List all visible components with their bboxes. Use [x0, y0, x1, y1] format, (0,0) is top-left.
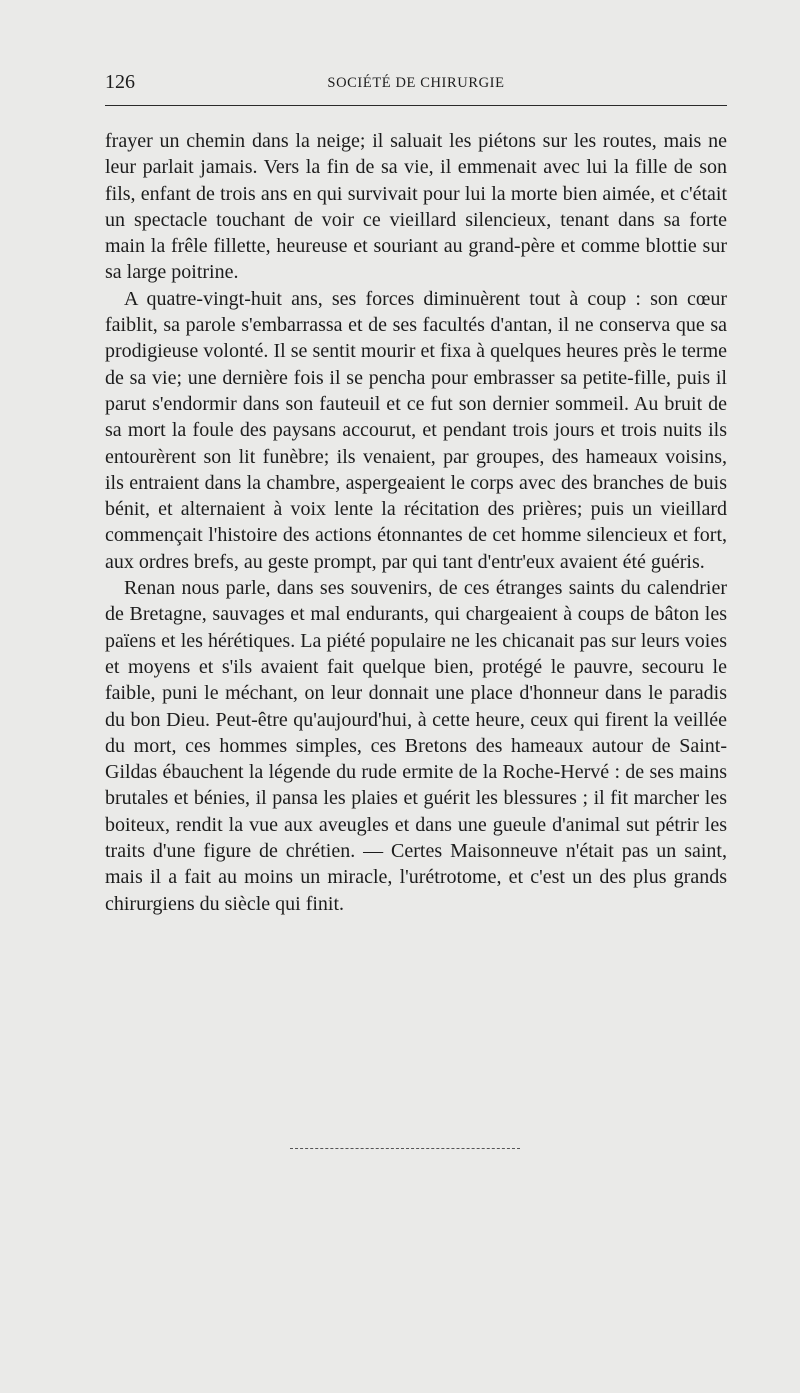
body-text	[105, 128, 727, 917]
page-number: 126	[105, 71, 135, 93]
paragraph-1: frayer un chemin dans la neige; il saluait les piétons sur les routes, mais ne leur parlait jamais. Vers la fin de sa vie, il emmenait avec lui la fille de son fils, enfant de trois ans en qui survivait pour lui la morte bien aimée, et c'était un spectacle touchant de voir ce vieillard silencieux, tenant dans sa forte main la frêle fillette, heureuse et souriant au grand-père et comme blottie sur sa large poitrine.	[105, 130, 727, 284]
running-title: SOCIÉTÉ DE CHIRURGIE	[327, 75, 505, 91]
paragraph-3: Renan nous parle, dans ses souvenirs, de ces étranges saints du calendrier de Bretagne, sauvages et mal endurants, qui chargeaient à coups de bâton les païens et les hérétiques. La piété populaire ne les chicanait pas sur leurs voies et moyens et s'ils avaient fait quelque bien, protégé le pauvre, secouru le faible, puni le méchant, on leur donnait une place d'honneur dans le paradis du bon Dieu. Peut-être qu'aujourd'hui, à cette heure, ceux qui firent la veillée du mort, ces hommes simples, ces Bretons des hameaux autour de Saint-Gildas ébauchent la légende du rude ermite de la Roche-Hervé : de ses mains brutales et bénies, il pansa les plaies et guérit les blessures ; il fit marcher les boiteux, rendit la vue aux aveugles et dans une gueule d'animal sut pétrir les traits d'une figure de chrétien. — Certes Maisonneuve n'était pas un saint, mais il a fait au moins un miracle, l'urétrotome, et c'est un des plus grands chirurgiens du siècle qui finit.	[105, 577, 727, 915]
header-rule	[105, 105, 727, 106]
running-head	[105, 70, 727, 98]
paragraph-2: A quatre-vingt-huit ans, ses forces diminuèrent tout à coup : son cœur faiblit, sa parole s'embarrassa et de ses facultés d'antan, il ne conserva que sa prodigieuse volonté. Il se sentit mourir et fixa à quelques heures près le terme de sa vie; une dernière fois il se pencha pour embrasser sa petite-fille, puis il parut s'endormir dans son fauteuil et ce fut son dernier sommeil. Au bruit de sa mort la foule des paysans accourut, et pendant trois jours et trois nuits ils entourèrent son lit funèbre; ils venaient, par groupes, des hameaux voisins, ils entraient dans la chambre, aspergeaient le corps avec des branches de buis bénit, et alternaient à voix lente la récitation des prières; puis un vieillard commençait l'histoire des actions étonnantes de cet homme silencieux et fort, aux ordres brefs, au geste prompt, par qui tant d'entr'eux avaient été guéris.	[105, 287, 727, 573]
end-rule	[290, 1148, 520, 1149]
